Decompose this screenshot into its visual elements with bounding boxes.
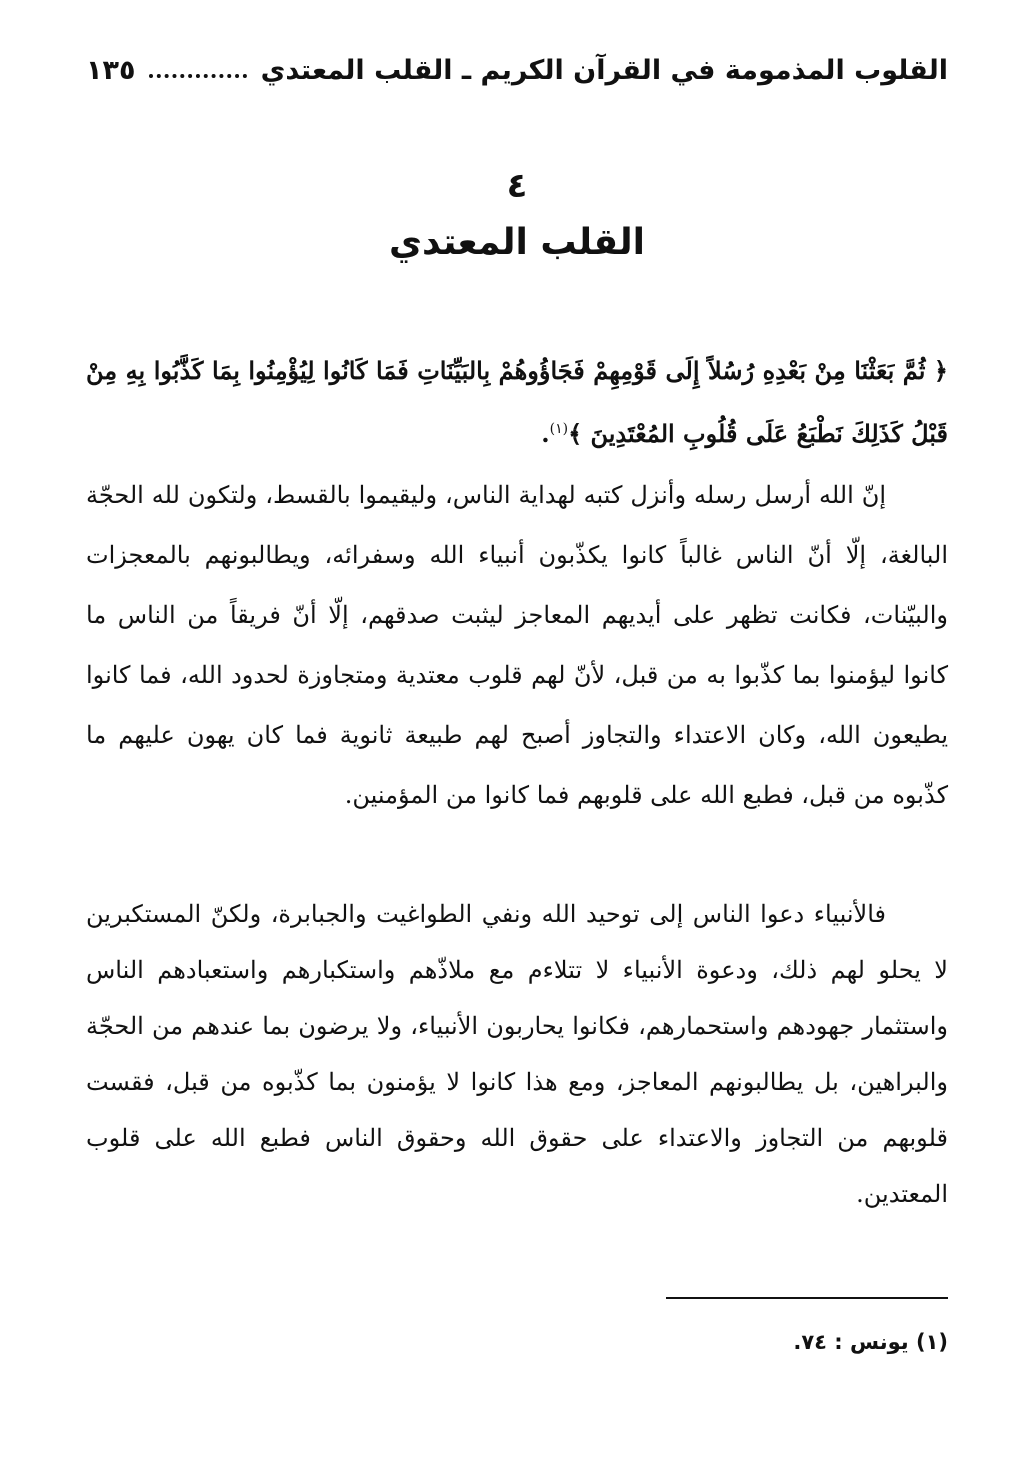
- footnote-divider: [666, 1297, 948, 1299]
- dot-leader: [149, 74, 246, 78]
- running-title: القلوب المذمومة في القرآن الكريم ـ القلب المعتدي: [260, 54, 948, 86]
- body-paragraph-1: [86, 465, 948, 825]
- body-paragraph-2: [86, 886, 948, 1222]
- paragraph-text: فالأنبياء دعوا الناس إلى توحيد الله ونفي الطواغيت والجبابرة، ولكنّ المستكبرين لا يحلو لهم ذلك، ودعوة الأنبياء لا تتلاءم مع ملاذّهم واستكبارهم واستعبادهم الناس واستثمار جهودهم واستحمارهم، فكانوا يحاربون الأنبياء، ولا يرضون بما عندهم من الحجّة والبراهين، بل يطالبونهم المعاجز، ومع هذا كانوا لا يؤمنون بما كذّبوه من قبل، فقست قلوبهم من التجاوز والاعتداء على حقوق الله وحقوق الناس فطبع الله على قلوب المعتدين.: [86, 900, 948, 1208]
- page-number: ١٣٥: [86, 54, 136, 86]
- verse-text: ﴿ ثُمَّ بَعَثْنَا مِنْ بَعْدِهِ رُسُلاً إِلَى قَوْمِهِمْ فَجَاؤُوهُمْ بِالبَيِّنَاتِ فَمَا كَانُوا لِيُؤْمِنُوا بِمَا كَذَّبُوا بِهِ مِنْ قَبْلُ كَذَلِكَ نَطْبَعُ عَلَى قُلُوبِ المُعْتَدِينَ ﴾: [86, 356, 948, 448]
- footnote-reference[interactable]: (١): [549, 421, 569, 437]
- quran-verse: [86, 342, 948, 463]
- footnote: (١) يونس : ٧٤.: [793, 1330, 948, 1354]
- paragraph-text: إنّ الله أرسل رسله وأنزل كتبه لهداية الناس، وليقيموا بالقسط، ولتكون لله الحجّة البالغة، إلّا أنّ الناس غالباً كانوا يكذّبون أنبياء الله وسفرائه، ويطالبونهم بالمعجزات والبيّنات، فكانت تظهر على أيديهم المعاجز ليثبت صدقهم، إلّا أنّ فريقاً من الناس ما كانوا ليؤمنوا بما كذّبوا به من قبل، لأنّ لهم قلوب معتدية ومتجاوزة لحدود الله، فما كانوا يطيعون الله، وكان الاعتداء والتجاوز أصبح لهم طبيعة ثانوية فما كان يهون عليهم ما كذّبوه من قبل، فطبع الله على قلوبهم فما كانوا من المؤمنين.: [86, 481, 948, 809]
- running-header: [86, 46, 948, 94]
- chapter-title: القلب المعتدي: [389, 222, 645, 263]
- verse-period: .: [541, 419, 550, 448]
- chapter-number: ٤: [506, 166, 528, 206]
